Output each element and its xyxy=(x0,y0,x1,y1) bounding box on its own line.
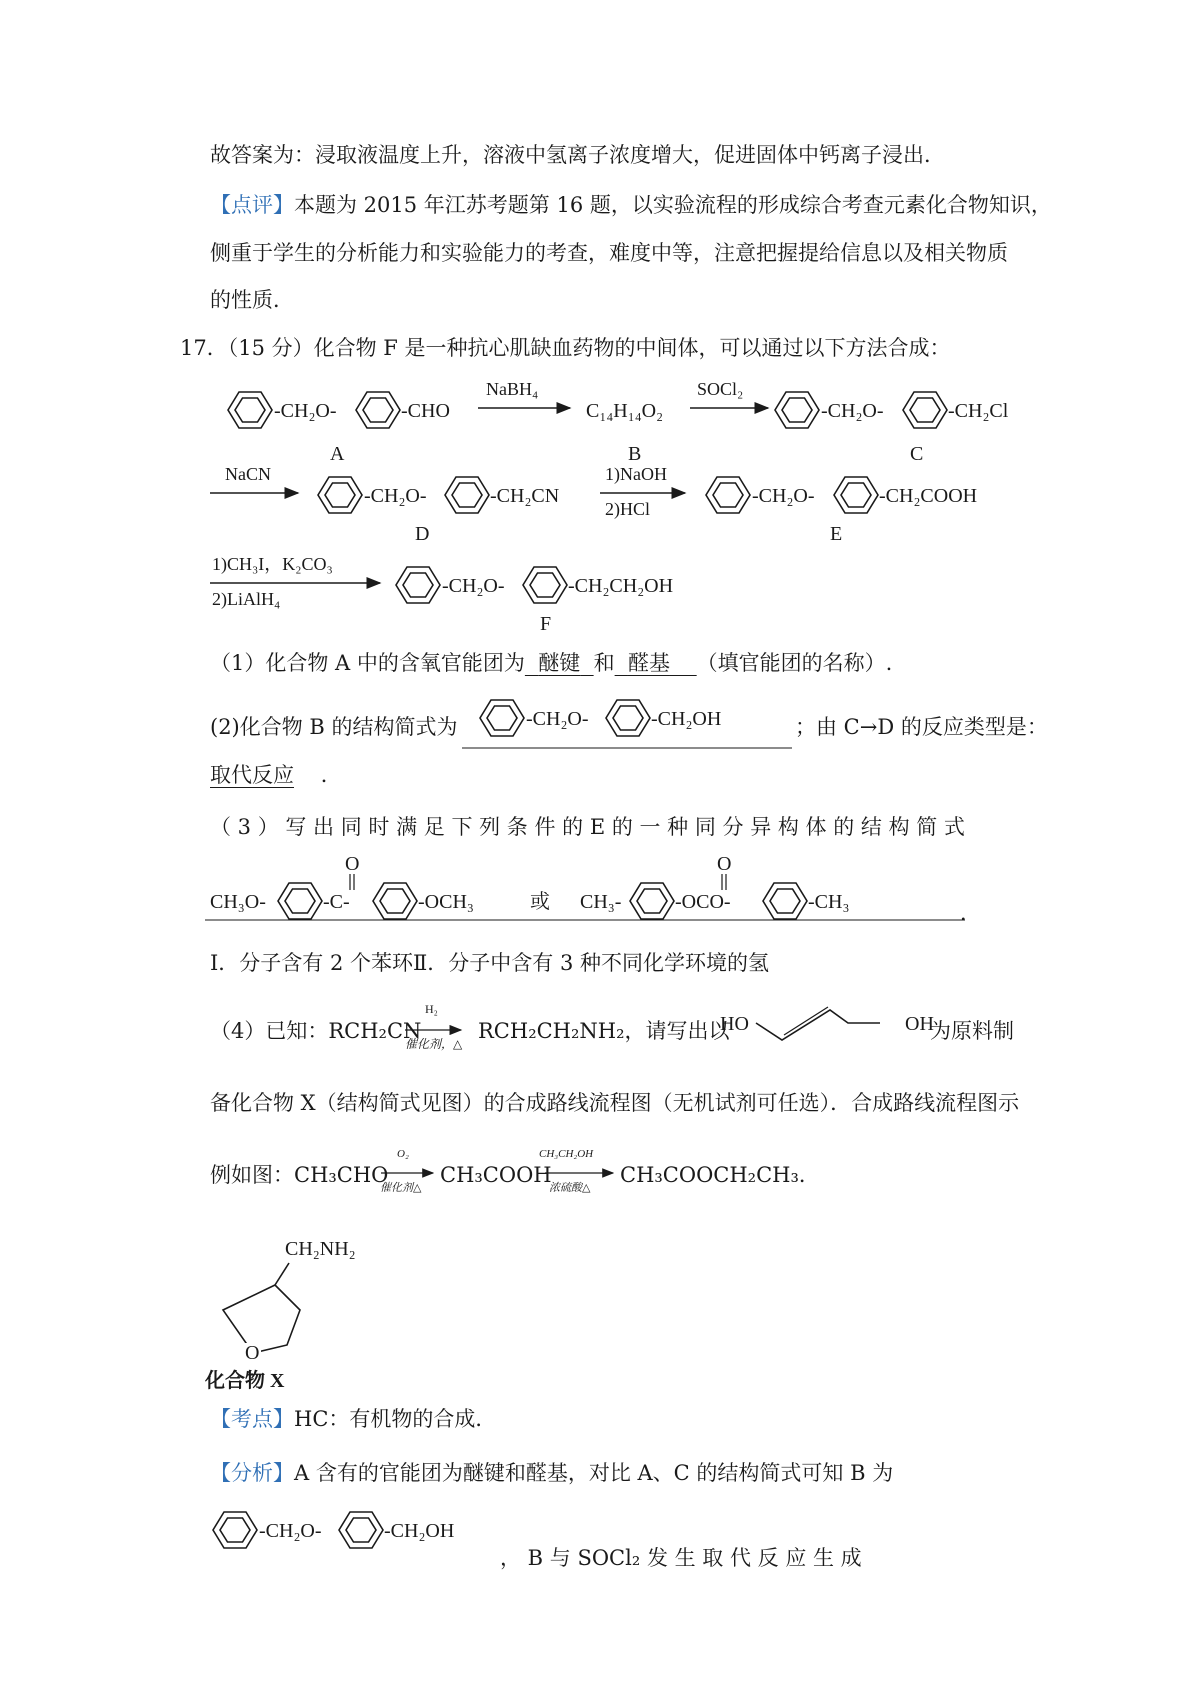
svg-text:或: 或 xyxy=(530,891,550,913)
svg-text:NaCN: NaCN xyxy=(225,464,271,484)
svg-text:催化剂△: 催化剂△ xyxy=(380,1182,422,1194)
q3-conditions: Ⅰ．分子含有 2 个苯环Ⅱ．分子中含有 3 种不同化学环境的氢 xyxy=(210,951,769,975)
svg-text:-CH₂OH: -CH₂OH xyxy=(651,708,722,730)
svg-text:-CH₂CH₂OH: -CH₂CH₂OH xyxy=(568,575,674,597)
svg-text:-CH₂OH: -CH₂OH xyxy=(384,1520,455,1542)
svg-text:-OCO-: -OCO- xyxy=(675,891,731,913)
example-tail: CH₃COOCH₂CH₃． xyxy=(620,1163,820,1187)
svg-text:-CH₂CN: -CH₂CN xyxy=(490,485,560,507)
svg-text:OH: OH xyxy=(905,1013,934,1035)
question-4-mid: RCH₂CH₂NH₂，请写出以 xyxy=(478,1019,730,1043)
svg-text:-CH₂O-: -CH₂O- xyxy=(259,1520,322,1542)
svg-text:CH₃-: CH₃- xyxy=(580,891,622,913)
svg-text:-CH₂O-: -CH₂O- xyxy=(364,485,427,507)
svg-text:-CH₂O-: -CH₂O- xyxy=(526,708,589,730)
fenxi-line xyxy=(210,1458,893,1488)
q2-answer: 取代反应 ． xyxy=(210,763,342,787)
analysis-tail: ， B 与 SOCl₂ 发 生 取 代 反 应 生 成 xyxy=(500,1546,862,1570)
compound-D xyxy=(318,477,559,545)
svg-text:SOCl₂: SOCl₂ xyxy=(697,379,744,399)
kaodian-text: HC：有机物的合成． xyxy=(294,1407,497,1431)
arrow-nabh4 xyxy=(478,379,570,408)
svg-text:-CH₂COOH: -CH₂COOH xyxy=(879,485,978,507)
svg-text:-CHO: -CHO xyxy=(401,400,450,422)
svg-text:-CH₂O-: -CH₂O- xyxy=(752,485,815,507)
example-mid: CH₃COOH xyxy=(440,1163,552,1187)
question-2-tail: ；由 C→D 的反应类型是： xyxy=(795,715,1048,739)
q3-period: ． xyxy=(960,901,981,925)
fenxi-text: A 含有的官能团为醚键和醛基，对比 A、C 的结构简式可知 B 为 xyxy=(294,1461,894,1485)
q1-prompt: （1）化合物 A 中的含氧官能团为 xyxy=(210,651,525,675)
question-3: （ 3 ） 写 出 同 时 满 足 下 列 条 件 的 E 的 一 种 同 分 异 构 体 的 结 构 简 式 xyxy=(210,815,965,839)
kaodian-tag: 【考点】 xyxy=(210,1407,294,1431)
q1-and: 和 xyxy=(593,651,615,675)
arrow-naoh-hcl xyxy=(600,464,685,520)
svg-text:浓硫酸△: 浓硫酸△ xyxy=(549,1182,591,1194)
q1-answer-1: 醚键 xyxy=(538,651,581,675)
review-line xyxy=(210,190,1052,220)
example-arrow-2 xyxy=(535,1145,625,1205)
svg-text:NaBH₄: NaBH₄ xyxy=(486,379,539,399)
q2-answer-text: 取代反应 xyxy=(210,763,294,787)
svg-text:H₂: H₂ xyxy=(425,1002,438,1016)
svg-text:D: D xyxy=(415,523,430,545)
svg-text:O: O xyxy=(245,1342,260,1364)
example-prompt: 例如图：CH₃CHO xyxy=(210,1163,389,1187)
svg-text:催化剂，△: 催化剂，△ xyxy=(405,1037,463,1051)
example-line xyxy=(210,1160,388,1190)
compound-B xyxy=(586,400,663,465)
svg-text:O: O xyxy=(345,853,360,875)
arrow-socl2 xyxy=(690,379,768,408)
svg-text:化合物 X: 化合物 X xyxy=(205,1370,285,1392)
text-line: 故答案为：浸取液温度上升，溶液中氢离子浓度增大，促进固体中钙离子浸出． xyxy=(210,143,945,167)
svg-text:-CH₂Cl: -CH₂Cl xyxy=(948,400,1009,422)
svg-text:B: B xyxy=(628,443,642,465)
svg-text:E: E xyxy=(830,523,843,545)
svg-text:1)CH₃I，K₂CO₃: 1)CH₃I，K₂CO₃ xyxy=(212,554,333,574)
example-arrow-1 xyxy=(375,1145,445,1205)
svg-text:O: O xyxy=(717,853,732,875)
compound-E xyxy=(706,477,977,545)
svg-text:-OCH₃: -OCH₃ xyxy=(418,891,474,913)
q2-structure-B xyxy=(462,690,802,750)
svg-text:A: A xyxy=(330,443,345,465)
question-4-line2: 备化合物 X（结构简式见图）的合成路线流程图（无机试剂可任选）．合成路线流程图示 xyxy=(210,1091,1020,1115)
q1-note: （填官能团的名称）. xyxy=(696,651,893,675)
svg-text:CH₃O-: CH₃O- xyxy=(210,891,266,913)
svg-text:-CH₂O-: -CH₂O- xyxy=(274,400,337,422)
arrow-ch3i-lialh4 xyxy=(210,554,380,610)
question-4 xyxy=(210,1016,421,1046)
compound-X xyxy=(205,1225,405,1395)
svg-text:1)NaOH: 1)NaOH xyxy=(605,464,667,484)
svg-text:C₁₄H₁₄O₂: C₁₄H₁₄O₂ xyxy=(586,400,664,422)
question-4-tail: 为原料制 xyxy=(930,1019,1014,1043)
review-tag: 【点评】 xyxy=(210,193,294,217)
fenxi-tag: 【分析】 xyxy=(210,1461,294,1485)
synthesis-scheme xyxy=(0,360,1200,640)
compound-A xyxy=(228,392,450,465)
svg-text:2)HCl: 2)HCl xyxy=(605,499,650,519)
svg-text:C: C xyxy=(910,443,924,465)
butenediol-structure xyxy=(720,995,940,1055)
kaodian-line xyxy=(210,1404,496,1434)
arrow-nacn xyxy=(210,464,298,493)
compound-C xyxy=(775,392,1009,465)
review-line-3: 的性质． xyxy=(210,288,294,312)
question-17: 17．（15 分）化合物 F 是一种抗心肌缺血药物的中间体，可以通过以下方法合成： xyxy=(180,336,951,360)
q1-answer-2: 醛基 xyxy=(627,651,670,675)
q4-arrow xyxy=(395,1000,475,1060)
analysis-structure-B xyxy=(205,1500,505,1560)
svg-text:HO: HO xyxy=(720,1013,749,1035)
review-text: 本题为 2015 年江苏考题第 16 题，以实验流程的形成综合考查元素化合物知识， xyxy=(294,193,1052,217)
svg-text:-CH₃: -CH₃ xyxy=(808,891,850,913)
review-line-2: 侧重于学生的分析能力和实验能力的考查，难度中等，注意把握提给信息以及相关物质 xyxy=(210,241,1008,265)
svg-text:CH₃CH₂OH: CH₃CH₂OH xyxy=(539,1148,594,1160)
question-1 xyxy=(210,648,892,678)
q2-prompt: (2)化合物 B 的结构简式为 xyxy=(210,715,458,739)
q4-prompt: （4）已知：RCH₂CN xyxy=(210,1019,422,1043)
svg-text:-CH₂O-: -CH₂O- xyxy=(821,400,884,422)
svg-text:F: F xyxy=(540,613,552,635)
svg-text:-CH₂O-: -CH₂O- xyxy=(442,575,505,597)
svg-text:-C-: -C- xyxy=(323,891,350,913)
svg-text:CH₂NH₂: CH₂NH₂ xyxy=(285,1238,356,1260)
svg-text:2)LiAlH₄: 2)LiAlH₄ xyxy=(212,589,281,609)
question-2 xyxy=(210,712,458,742)
svg-text:O₂: O₂ xyxy=(397,1148,409,1160)
q3-answer-structures xyxy=(205,848,975,928)
compound-F xyxy=(396,567,673,635)
